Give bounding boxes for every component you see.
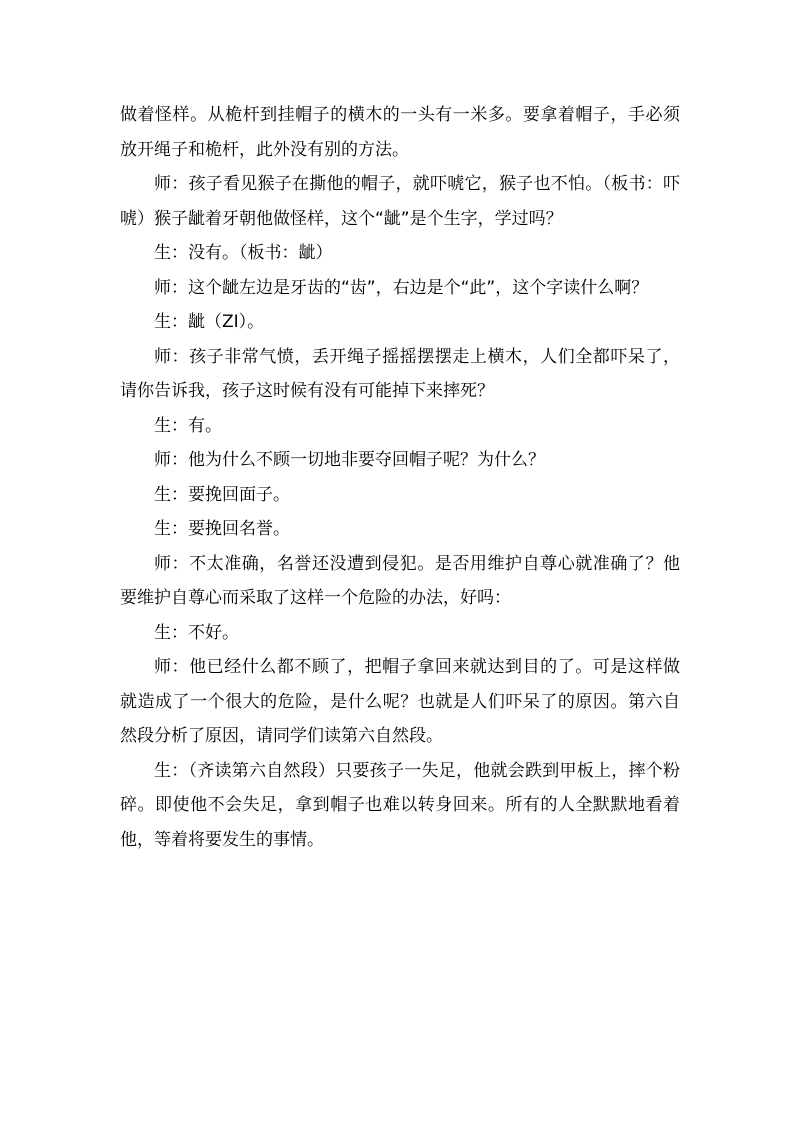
paragraph: 师：不太准确，名誉还没遭到侵犯。是否用维护自尊心就准确了？他要维护自尊心而采取了这样一个危险的办法，好吗： — [120, 553, 680, 608]
paragraph: 师：这个龇左边是牙齿的“齿”，右边是个“此”，这个字读什么啊？ — [154, 277, 649, 298]
paragraph: 生：不好。 — [154, 622, 239, 643]
paragraph: 生：（齐读第六自然段）只要孩子一失足，他就会跌到甲板上，摔个粉碎。即使他不会失足，拿到帽子也难以转身回来。所有的人全默默地看着他，等着将要发生的事情。 — [120, 760, 680, 850]
paragraph: 生：没有。（板书：龇） — [154, 243, 333, 263]
paragraph: 做着怪样。从桅杆到挂帽子的横木的一头有一米多。要拿着帽子，手必须放开绳子和桅杆，此外没有别的方法。 — [120, 105, 680, 160]
paragraph: 生：龇（ZI）。 — [154, 312, 265, 332]
document-body — [120, 98, 680, 857]
paragraph: 师：他已经什么都不顾了，把帽子拿回来就达到目的了。可是这样做就造成了一个很大的危险，是什么呢？也就是人们吓呆了的原因。第六自然段分析了原因，请同学们读第六自然段。 — [120, 657, 680, 746]
paragraph: 生：要挽回面子。 — [154, 484, 290, 505]
paragraph: 师：他为什么不顾一切地非要夺回帽子呢？为什么？ — [154, 450, 545, 470]
paragraph: 师：孩子看见猴子在撕他的帽子，就吓唬它，猴子也不怕。（板书：吓唬）猴子龇着牙朝他做怪样，这个“龇”是个生字，学过吗？ — [120, 174, 680, 229]
paragraph: 师：孩子非常气愤，丢开绳子摇摇摆摆走上横木，人们全都吓呆了，请你告诉我，孩子这时候有没有可能掉下来摔死？ — [120, 346, 680, 401]
paragraph: 生：要挽回名誉。 — [154, 519, 290, 539]
paragraph: 生：有。 — [154, 415, 222, 436]
